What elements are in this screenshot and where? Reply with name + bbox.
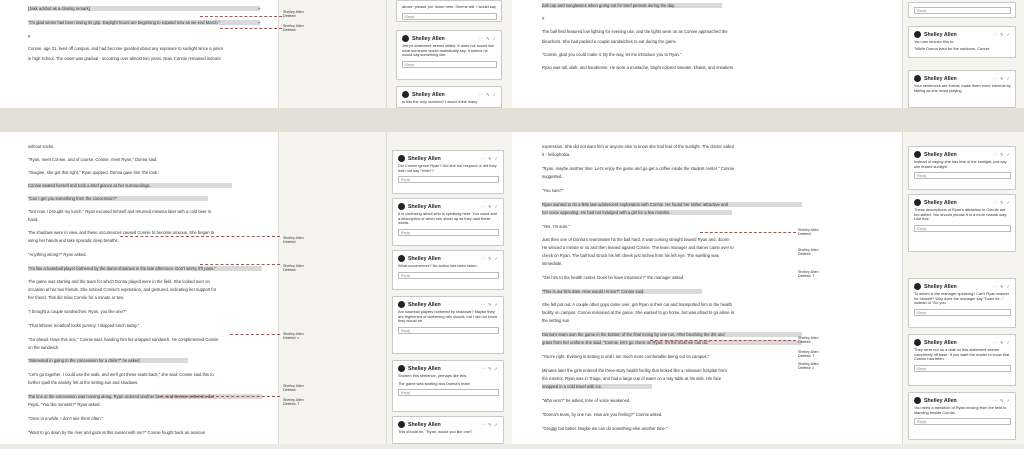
reply-field[interactable]: Reply — [398, 229, 499, 236]
reply-field[interactable]: Reply — [402, 13, 497, 20]
text-line: "That leftover meatloaf looks yummy. I skipped lunch today." — [28, 323, 140, 328]
reply-field[interactable]: Reply — [914, 365, 1011, 372]
text-line: "I brought a couple sandwiches. Ryan, you like one?" — [28, 309, 127, 314]
markup-deleted-label: Shelley Allen Deleted: T — [798, 350, 819, 359]
text-line: in high school. The onset was gradual - occurring over almost two years. Now, Connie remained indoors — [28, 56, 221, 61]
avatar — [398, 365, 405, 372]
text-line: wring her hands and take sporadic deep breaths. — [28, 238, 119, 243]
page-top-right — [512, 0, 902, 108]
text-line: immediate. — [542, 261, 563, 266]
markup-deleted-label: Shelley Allen Deleted: — [283, 384, 304, 393]
text-line: it - heliophobia. — [542, 152, 571, 157]
markup-connector — [160, 396, 280, 397]
comment-text: Did Connie ignore Ryan? Did she not respond or did they both not say "Hello"? — [398, 163, 497, 173]
comment-card[interactable] — [396, 86, 502, 108]
comment-text: These descriptions of Ryan's attraction to Connie are too stilted. You should phrase it in a more natural way. Like this: — [914, 207, 1007, 222]
reply-field[interactable]: Reply — [398, 176, 499, 183]
text-line: Connie, age 21, lived off campus, and had become guarded about any exposure to sunlight since a junior — [28, 46, 224, 51]
comment-text: "While Donna lived for the outdoors, Connie — [914, 45, 990, 51]
text-line: He winced a minute or so and then leaned against Connie. The team manager and trainer came over to — [542, 245, 734, 250]
markup-margin — [278, 0, 386, 108]
markup-deleted-label: Shelley Allen Deleted: — [798, 228, 819, 237]
comment-card[interactable] — [396, 30, 502, 80]
comment-author: Shelley Allen — [924, 75, 957, 82]
markup-connector — [230, 334, 280, 335]
comment-text: Is this the only reaction? I would think many — [402, 99, 478, 104]
avatar — [398, 155, 405, 162]
reply-field[interactable]: Reply — [914, 309, 1011, 316]
comment-author: Shelley Allen — [408, 203, 441, 210]
comment-actions-icon[interactable]: ⋯ ✎ ✓ — [481, 204, 499, 209]
text-line: "Yes, I'm sure." — [542, 224, 571, 229]
text-line: "Want to go down by the river and gaze at this sunset with me?" Connie fought back an anxious — [28, 430, 205, 435]
text-line: the exterior. Ryan was in Triage, and had a large cup of water on a tray table at his side. His face — [542, 376, 722, 381]
comment-author: Shelley Allen — [412, 91, 445, 98]
text-line: "Ryan, meet Connie, and of course, Connie, meet Ryan," Donna said. — [28, 157, 158, 162]
markup-connector — [220, 28, 282, 29]
text-line: "Get him to the health center. Does he have insurance?" the manager asked. — [542, 275, 685, 280]
text-line: "Once in a while. I don't see them often." — [28, 416, 104, 421]
page-gap — [0, 108, 1024, 132]
comment-card[interactable] — [908, 334, 1016, 386]
comment-flag-icon[interactable]: ⌐ — [258, 20, 261, 26]
comment-author: Shelley Allen — [408, 365, 441, 372]
markup-deleted-label: Shelley Allen Deleted: T — [798, 270, 819, 279]
comment-text: It is confusing about who is speaking here. You could add a description of when row stood up as they said these words. — [398, 211, 497, 226]
text-line: "Not now. I brought my lunch." Ryan excused himself and returned minutes later with a cold beer in — [28, 209, 212, 214]
text-line: "You sure?" — [542, 188, 564, 193]
comment-actions-icon[interactable]: ⋯ ✎ ✓ — [479, 36, 497, 41]
avatar — [398, 421, 405, 428]
text-line: # — [28, 34, 31, 39]
avatar — [914, 397, 921, 404]
text-line: "This is our first date. How would I know?" Connie said. — [542, 289, 702, 294]
comment-author: Shelley Allen — [408, 301, 441, 308]
comment-text: The game was starting and Donna's team — [398, 380, 470, 386]
reply-field[interactable]: Reply — [398, 272, 499, 279]
comment-actions-icon[interactable]: ⋯ ✎ ✓ — [993, 76, 1011, 81]
text-line: her voice appealing. He had not indulged with a girl for a few months. — [542, 210, 732, 215]
comment-author: Shelley Allen — [924, 199, 957, 206]
comment-actions-icon[interactable]: ⋯ ✎ ✓ — [993, 32, 1011, 37]
text-line: [Jakk ackbot as a closing remark] — [28, 6, 260, 11]
avatar — [914, 31, 921, 38]
text-line: # — [542, 16, 545, 21]
text-line: The shadows were in view, and these occurrences caused Connie to become anxious. She began to — [28, 230, 215, 235]
comment-author: Shelley Allen — [412, 35, 445, 42]
text-line: Ryan was tall, dark, and handsome. He wore a mustache, bright colored sweater, khakis, and sneakers — [542, 65, 734, 70]
text-line: "Groggy but better. Maybe we can do something else another time." — [542, 426, 668, 431]
text-line: hand. — [28, 217, 39, 222]
markup-connector — [200, 264, 280, 265]
comment-card[interactable] — [908, 26, 1016, 58]
reply-field[interactable]: Reply — [398, 327, 499, 334]
avatar — [398, 203, 405, 210]
text-line: facility on campus. Connie remained at the game. She wanted to go home, but was afraid to go alone in — [542, 310, 735, 315]
comment-actions-icon[interactable]: ⋯ ✎ ✓ — [481, 256, 499, 261]
markup-margin — [278, 132, 386, 449]
page-bottom-right — [512, 132, 902, 449]
comment-card[interactable] — [392, 296, 504, 354]
comment-card[interactable] — [392, 416, 504, 444]
comment-author: Shelley Allen — [924, 151, 957, 158]
comment-card[interactable] — [908, 278, 1016, 328]
text-line: "Ryan, maybe another time. Let's enjoy the game and go get a coffee inside the student center," Connie — [542, 166, 735, 171]
comment-text: Jerry's statement seems stilted. It does not sound like what someone would realistically say. It seems he would say something like: — [402, 43, 495, 58]
comment-actions-icon[interactable]: ⋯ ✎ ✓ — [993, 284, 1011, 289]
comment-actions-icon[interactable]: ⋯ ✎ ✓ — [479, 92, 497, 97]
markup-deleted-label: Shelley Allen Deleted: — [283, 24, 304, 33]
text-line: suggested. — [542, 174, 563, 179]
comment-card[interactable] — [908, 194, 1016, 252]
comment-text: Instead of saying she has fear of the sunlight, just say she feared sunlight. — [914, 159, 1007, 169]
text-line: snapped in a cold towel with ice. — [542, 384, 652, 389]
comment-card[interactable] — [908, 146, 1016, 190]
text-line: The game was starting and the team for which Donna played were in the field. She looked over on — [28, 279, 210, 284]
text-line: without socks. — [28, 144, 55, 149]
markup-deleted-label: Shelley Allen Deleted: — [798, 248, 819, 257]
comment-card[interactable] — [908, 2, 1016, 18]
text-line: The ball field featured low lighting for evening use, and the lights were on as Connie approached the — [542, 29, 728, 34]
text-line: occasion at her two friends. She noticed Connie's expression, and gestured, indicating her support for — [28, 287, 217, 292]
markup-deleted-label: Shelley Allen Deleted: — [283, 236, 304, 245]
comment-text: This should be, "Ryan, would you like one? — [398, 429, 473, 434]
comment-text: above; please 'pin' down here. Seems still. I would say — [402, 4, 496, 9]
comment-text: Shorten this sentence, perhaps like this: — [398, 373, 467, 378]
comment-card[interactable] — [396, 0, 502, 22]
text-line: on the sandwich. — [28, 345, 60, 350]
text-line: "Donna's team, by one run. How are you feeling?" Connie asked. — [542, 412, 663, 417]
comment-author: Shelley Allen — [408, 255, 441, 262]
text-line: She felt put out. A couple other guys came over, got Ryan in their car and transported him to the health — [542, 302, 732, 307]
avatar — [402, 91, 409, 98]
comment-card[interactable] — [908, 392, 1016, 440]
text-line: "Anything wrong?" Ryan asked. — [28, 252, 87, 257]
markup-deleted-label: Shelley Allen Deleted: c — [798, 362, 819, 371]
comment-actions-icon[interactable]: ⋯ ✎ ✓ — [481, 422, 499, 427]
text-line: the setting sun. — [542, 318, 571, 323]
avatar — [402, 35, 409, 42]
comment-author: Shelley Allen — [924, 397, 957, 404]
comment-card[interactable] — [392, 360, 504, 412]
text-line: Pepsi. "You like sunsets?" Ryan asked. — [28, 402, 101, 407]
text-line: Connie seated herself and took a brief glance at her surroundings. — [28, 183, 232, 188]
reply-field[interactable]: Reply — [914, 418, 1011, 425]
reply-field[interactable]: Reply — [914, 172, 1011, 179]
avatar — [914, 339, 921, 346]
reply-field[interactable]: Reply — [402, 61, 497, 68]
text-line: "Imagine, she got that right," Ryan quipped. Donna gave him 'the look.' — [28, 170, 159, 175]
comment-actions-icon[interactable]: ⋯ ✎ ✓ — [993, 398, 1011, 403]
text-line: The line at the concession was moving along. Ryan ordered another beer, and Connie ordered a diet — [28, 394, 262, 399]
markup-connector — [120, 236, 280, 237]
avatar — [914, 283, 921, 290]
text-line: check on Ryan. The ball had struck his left cheek just inches from his left eye. The swelling was — [542, 253, 719, 258]
comment-text: You need a transition of Ryan moving from the field to standing beside Connie. — [914, 405, 1007, 415]
comment-author: Shelley Allen — [408, 421, 441, 428]
comment-card[interactable] — [908, 70, 1016, 108]
text-line: "Can I get you something from the concession?" — [28, 196, 208, 201]
comment-author: Shelley Allen — [924, 31, 957, 38]
comment-card[interactable] — [392, 150, 504, 194]
comment-text: Your sentences are formal; make them more informal by talking as she loved playing — [914, 83, 1011, 93]
avatar — [914, 199, 921, 206]
status-bar — [0, 444, 1024, 449]
avatar — [914, 151, 921, 158]
comment-actions-icon[interactable]: ⋯ ✎ ✓ — [993, 152, 1011, 157]
text-line: ball cap and sunglasses when going out for brief periods during the day. — [542, 3, 722, 8]
markup-connector — [650, 340, 796, 341]
markup-deleted-label: Shelley Allen Deleted: — [283, 10, 304, 19]
avatar — [914, 75, 921, 82]
text-line: her friend. This did relax Connie for a minute or two. — [28, 295, 125, 300]
page-bottom-left — [0, 132, 278, 449]
comment-author: Shelley Allen — [924, 283, 957, 290]
avatar — [398, 301, 405, 308]
comment-actions-icon[interactable]: ⋯ ✎ ✓ — [481, 366, 499, 371]
markup-deleted-label: Shelley Allen Deleted: T — [283, 398, 304, 407]
text-line: "Go ahead. Have this one," Connie said, handing him his wrapped sandwich. He complimented Connie — [28, 337, 219, 342]
markup-deleted-label: Shelley Allen Deleted: — [798, 336, 819, 345]
comment-author: Shelley Allen — [408, 155, 441, 162]
comment-flag-icon[interactable]: ⌐ — [258, 6, 261, 12]
markup-deleted-label: Shelley Allen Deleted: — [283, 264, 304, 273]
text-line: "Connie, glad you could make it. By the way, let me introduce you to Ryan." — [542, 52, 682, 57]
text-line: "You're right. Evening is setting in and I am much more comfortable being out on campus." — [542, 354, 710, 359]
text-line: grass from her uniform she said, "Connie, let's go check on Ryan. It's the least we can do." — [542, 340, 802, 345]
text-line: expression. She did not want him or anyone else to know she had fear of the sunlight. The doctor called — [542, 144, 734, 149]
comment-actions-icon[interactable]: ⋯ ✎ ✓ — [481, 156, 499, 161]
comment-actions-icon[interactable]: ⋯ ✎ ✓ — [481, 302, 499, 307]
markup-connector — [700, 232, 796, 233]
reply-field[interactable]: Reply — [914, 7, 1011, 14]
reply-field[interactable]: Reply — [398, 389, 499, 396]
text-line: "Who won?" he asked, tone of voice weakened. — [542, 398, 631, 403]
text-line: "Let's go together. I could use the walk, and we'll get these seats back," she said. Connie said this to — [28, 372, 214, 377]
comment-actions-icon[interactable]: ⋯ ✎ ✓ — [993, 200, 1011, 205]
comment-card[interactable] — [392, 250, 504, 290]
comment-text: You can shorten this to: — [914, 39, 955, 44]
text-line: "I'm glad winter has been losing its grip. Daylight hours are beginning to expand now as we end March." — [28, 20, 260, 25]
text-line: bleachers. She had packed a couple sandwiches to eat during the game. — [542, 39, 678, 44]
comment-text: Are baseball players bothered by shadows? Maybe they are frightened of darkening rain clouds, but I did not know they would be — [398, 309, 498, 324]
text-line: further quell the anxiety felt at the setting sun and shadows. — [28, 380, 139, 385]
markup-connector — [200, 16, 282, 17]
reply-field[interactable]: Reply — [914, 225, 1011, 232]
text-line: "Interested in going to the concession for a drink?" he asked. — [28, 358, 188, 363]
text-line: Ryan wanted to do a little late adolescent exploration with Connie. He found her rather attractive and — [542, 202, 802, 207]
text-line: Donna's team won the game in the bottom of the final inning by one run. After brushing the dirt and — [542, 332, 802, 337]
comment-author: Shelley Allen — [924, 339, 957, 346]
markup-deleted-label: Shelley Allen Deleted: c — [283, 332, 304, 341]
text-line: Just then one of Donna's teammates hit the ball hard. It was coming straight toward Ryan and, doom! — [542, 237, 730, 242]
comment-text: What occurrences? No action has been taken. — [398, 263, 478, 268]
comment-card[interactable] — [392, 198, 504, 246]
comment-text: To whom is the manager speaking? Can't Ryan answer for himself? Why does the manager say "Does he..." instead of "Do you — [914, 291, 1010, 306]
avatar — [398, 255, 405, 262]
text-line: "I'm like a baseball player bothered by the damn shadows in the late afternoon. Don't worry, it'll pass." — [28, 266, 262, 271]
comment-text: They were not on a date so this statement seems completely off base. If you want the reader to know that Connie had been — [914, 347, 1010, 362]
comment-actions-icon[interactable]: ⋯ ✎ ✓ — [993, 340, 1011, 345]
text-line: Minutes later the girls entered the three-story health facility that looked like a miniature hospital from — [542, 368, 727, 373]
